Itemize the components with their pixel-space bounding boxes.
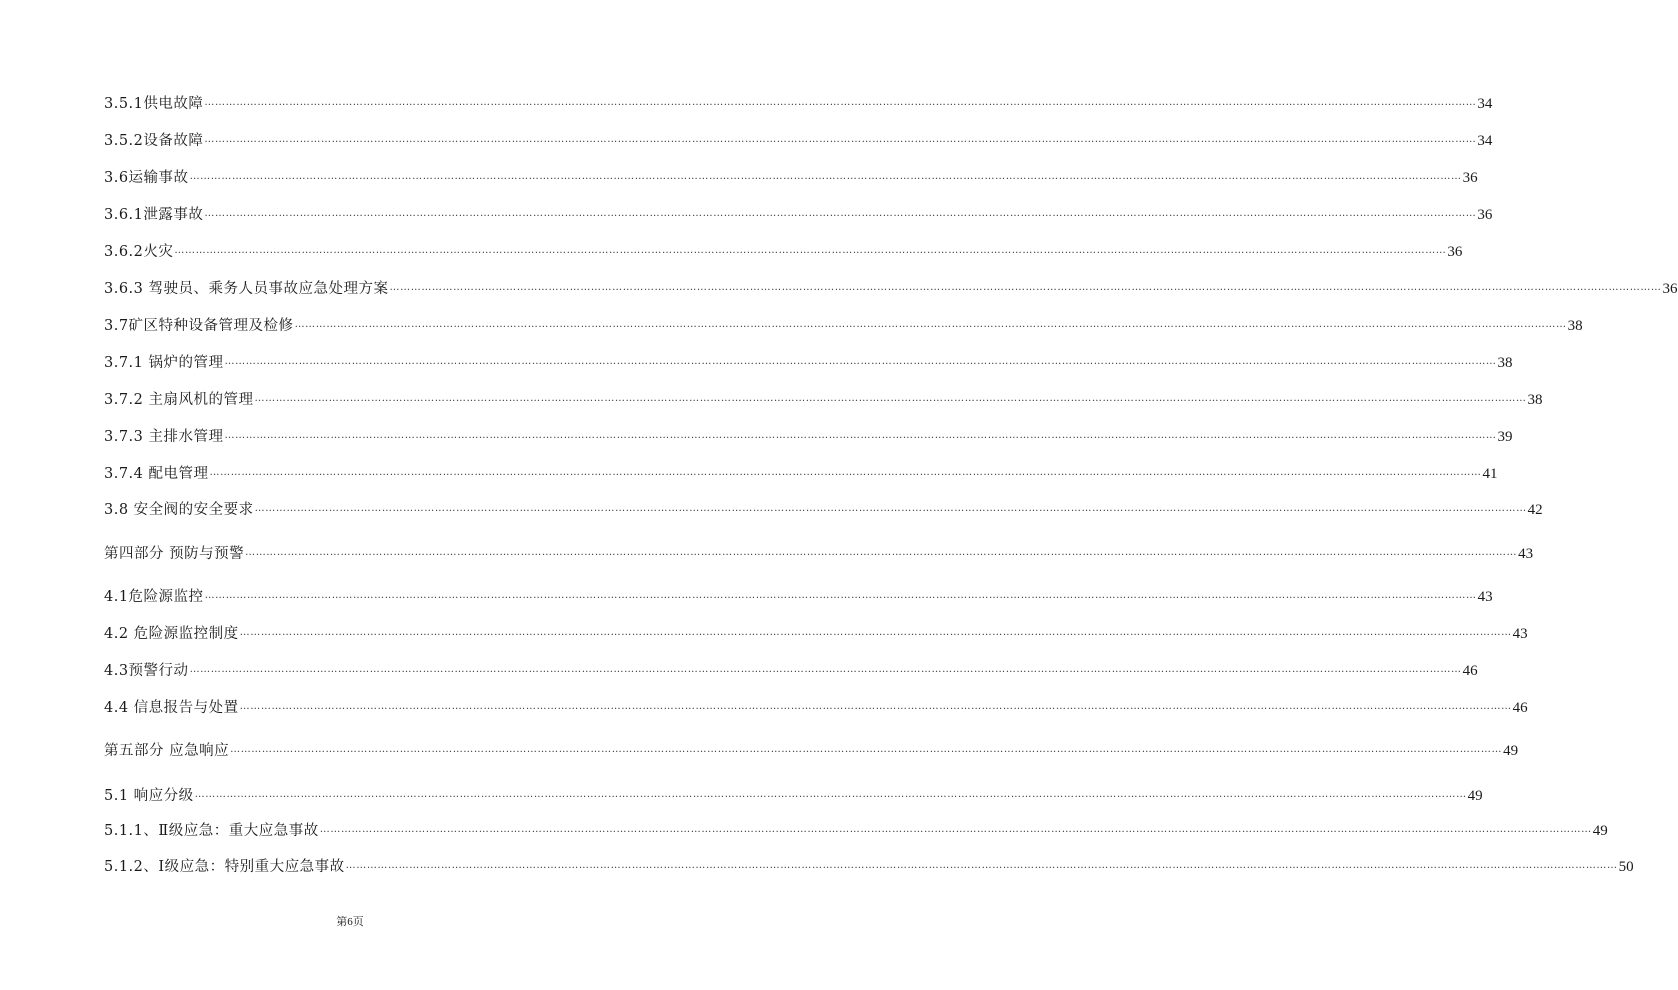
toc-entry-page: 42 [1527,502,1543,518]
toc-entry-label: 4.1危险源监控 [104,589,204,605]
toc-entry[interactable] [104,496,1543,520]
toc-entry-label: 3.7.2 主扇风机的管理 [104,392,254,408]
toc-leader-dots: ……………………………………………………………………………………………………………………………………………………………………………………………………………………………………………………………………………………………………………………………… [204,134,1477,145]
toc-entry[interactable] [104,620,1528,644]
toc-entry[interactable] [104,540,1534,564]
toc-entry-label: 4.3预警行动 [104,663,189,679]
toc-entry[interactable] [104,164,1478,188]
toc-entry-label: 5.1 响应分级 [104,788,194,804]
toc-entry-label: 3.6运输事故 [104,170,189,186]
toc-entry-label: 3.7矿区特种设备管理及检修 [104,318,294,334]
toc-entry[interactable] [104,817,1608,841]
toc-leader-dots: ……………………………………………………………………………………………………………………………………………………………………………………………………………………………………………………………………………………………………………………………… [209,467,1482,478]
toc-entry-label: 3.6.2火灾 [104,244,174,260]
toc-entry-page: 36 [1477,207,1493,223]
toc-entry[interactable] [104,349,1513,373]
toc-entry[interactable] [104,583,1493,607]
toc-entry-label: 第五部分 应急响应 [104,743,230,759]
toc-entry-page: 34 [1477,96,1493,112]
toc-leader-dots: ……………………………………………………………………………………………………………………………………………………………………………………………………………………………………………………………………………………………………………………………… [319,824,1592,835]
toc-entry[interactable] [104,312,1583,336]
toc-entry-page: 38 [1497,355,1513,371]
toc-entry[interactable] [104,90,1493,114]
toc-leader-dots: ……………………………………………………………………………………………………………………………………………………………………………………………………………………………………………………………………………………………………………………………… [204,590,1477,601]
toc-entry[interactable] [104,201,1493,225]
toc-entry-page: 49 [1503,743,1519,759]
toc-leader-dots: ……………………………………………………………………………………………………………………………………………………………………………………………………………………………………………………………………………………………………………………………… [230,744,1503,755]
toc-leader-dots: ……………………………………………………………………………………………………………………………………………………………………………………………………………………………………………………………………………………………………………………………… [239,627,1512,638]
toc-entry-label: 5.1.1、Ⅱ级应急：重大应急事故 [104,823,319,839]
toc-entry-label: 第四部分 预防与预警 [104,546,245,562]
toc-entry-label: 3.7.3 主排水管理 [104,429,224,445]
toc-leader-dots: ……………………………………………………………………………………………………………………………………………………………………………………………………………………………………………………………………………………………………………………………… [194,789,1467,800]
toc-leader-dots: ……………………………………………………………………………………………………………………………………………………………………………………………………………………………………………………………………………………………………………………………… [204,97,1477,108]
toc-entry-page: 38 [1527,392,1543,408]
toc-entry-label: 4.2 危险源监控制度 [104,626,239,642]
toc-entry-label: 4.4 信息报告与处置 [104,700,239,716]
toc-entry[interactable] [104,694,1528,718]
toc-leader-dots: ……………………………………………………………………………………………………………………………………………………………………………………………………………………………………………………………………………………………………………………………… [224,430,1497,441]
toc-entry-label: 3.6.3 驾驶员、乘务人员事故应急处理方案 [104,281,389,297]
toc-entry-label: 3.5.2设备故障 [104,133,204,149]
page-number: 第6页 [336,916,364,928]
toc-entry-page: 46 [1512,700,1528,716]
toc-entry-page: 39 [1497,429,1513,445]
toc-leader-dots: ……………………………………………………………………………………………………………………………………………………………………………………………………………………………………………………………………………………………………………………………… [189,171,1462,182]
toc-entry-label: 3.6.1泄露事故 [104,207,204,223]
toc-entry-label: 5.1.2、Ⅰ级应急：特别重大应急事故 [104,859,345,875]
toc-leader-dots: ……………………………………………………………………………………………………………………………………………………………………………………………………………………………………………………………………………………………………………………………… [254,393,1527,404]
toc-leader-dots: ……………………………………………………………………………………………………………………………………………………………………………………………………………………………………………………………………………………………………………………………… [174,245,1447,256]
toc-entry[interactable] [104,782,1483,806]
toc-entry-page: 43 [1518,546,1534,562]
toc-entry[interactable] [104,238,1463,262]
page-footer [0,913,700,929]
toc-entry-label: 3.7.4 配电管理 [104,466,209,482]
toc-leader-dots: ……………………………………………………………………………………………………………………………………………………………………………………………………………………………………………………………………………………………………………………………… [294,319,1567,330]
toc-entry[interactable] [104,657,1478,681]
toc-entry[interactable] [104,275,1678,299]
toc-entry-label: 3.5.1供电故障 [104,96,204,112]
toc-entry[interactable] [104,127,1493,151]
toc-entry-page: 34 [1477,133,1493,149]
toc-entry[interactable] [104,737,1519,761]
toc-leader-dots: ……………………………………………………………………………………………………………………………………………………………………………………………………………………………………………………………………………………………………………………………… [224,356,1497,367]
toc-entry[interactable] [104,853,1634,877]
toc-leader-dots: ……………………………………………………………………………………………………………………………………………………………………………………………………………………………………………………………………………………………………………………………… [189,664,1462,675]
toc-entry-page: 38 [1567,318,1583,334]
toc-entry-label: 3.8 安全阀的安全要求 [104,502,254,518]
toc-entry-page: 49 [1592,823,1608,839]
toc-entry-page: 49 [1467,788,1483,804]
toc-entry[interactable] [104,423,1513,447]
toc-entry[interactable] [104,386,1543,410]
toc-entry-page: 41 [1482,466,1498,482]
toc-leader-dots: ……………………………………………………………………………………………………………………………………………………………………………………………………………………………………………………………………………………………………………………………… [389,282,1662,293]
toc-entry-label: 3.7.1 锅炉的管理 [104,355,224,371]
toc-entry-page: 36 [1462,170,1478,186]
toc-entry-page: 46 [1462,663,1478,679]
toc-entry-page: 36 [1447,244,1463,260]
toc-entry[interactable] [104,460,1498,484]
toc-entry-page: 36 [1662,281,1678,297]
toc-leader-dots: ……………………………………………………………………………………………………………………………………………………………………………………………………………………………………………………………………………………………………………………………… [254,503,1527,514]
toc-entry-page: 43 [1512,626,1528,642]
toc-leader-dots: ……………………………………………………………………………………………………………………………………………………………………………………………………………………………………………………………………………………………………………………………… [245,547,1518,558]
toc-entry-page: 43 [1477,589,1493,605]
toc-entry-page: 50 [1618,859,1634,875]
toc-leader-dots: ……………………………………………………………………………………………………………………………………………………………………………………………………………………………………………………………………………………………………………………………… [345,860,1618,871]
toc-leader-dots: ……………………………………………………………………………………………………………………………………………………………………………………………………………………………………………………………………………………………………………………………… [204,208,1477,219]
toc-leader-dots: ……………………………………………………………………………………………………………………………………………………………………………………………………………………………………………………………………………………………………………………………… [239,701,1512,712]
